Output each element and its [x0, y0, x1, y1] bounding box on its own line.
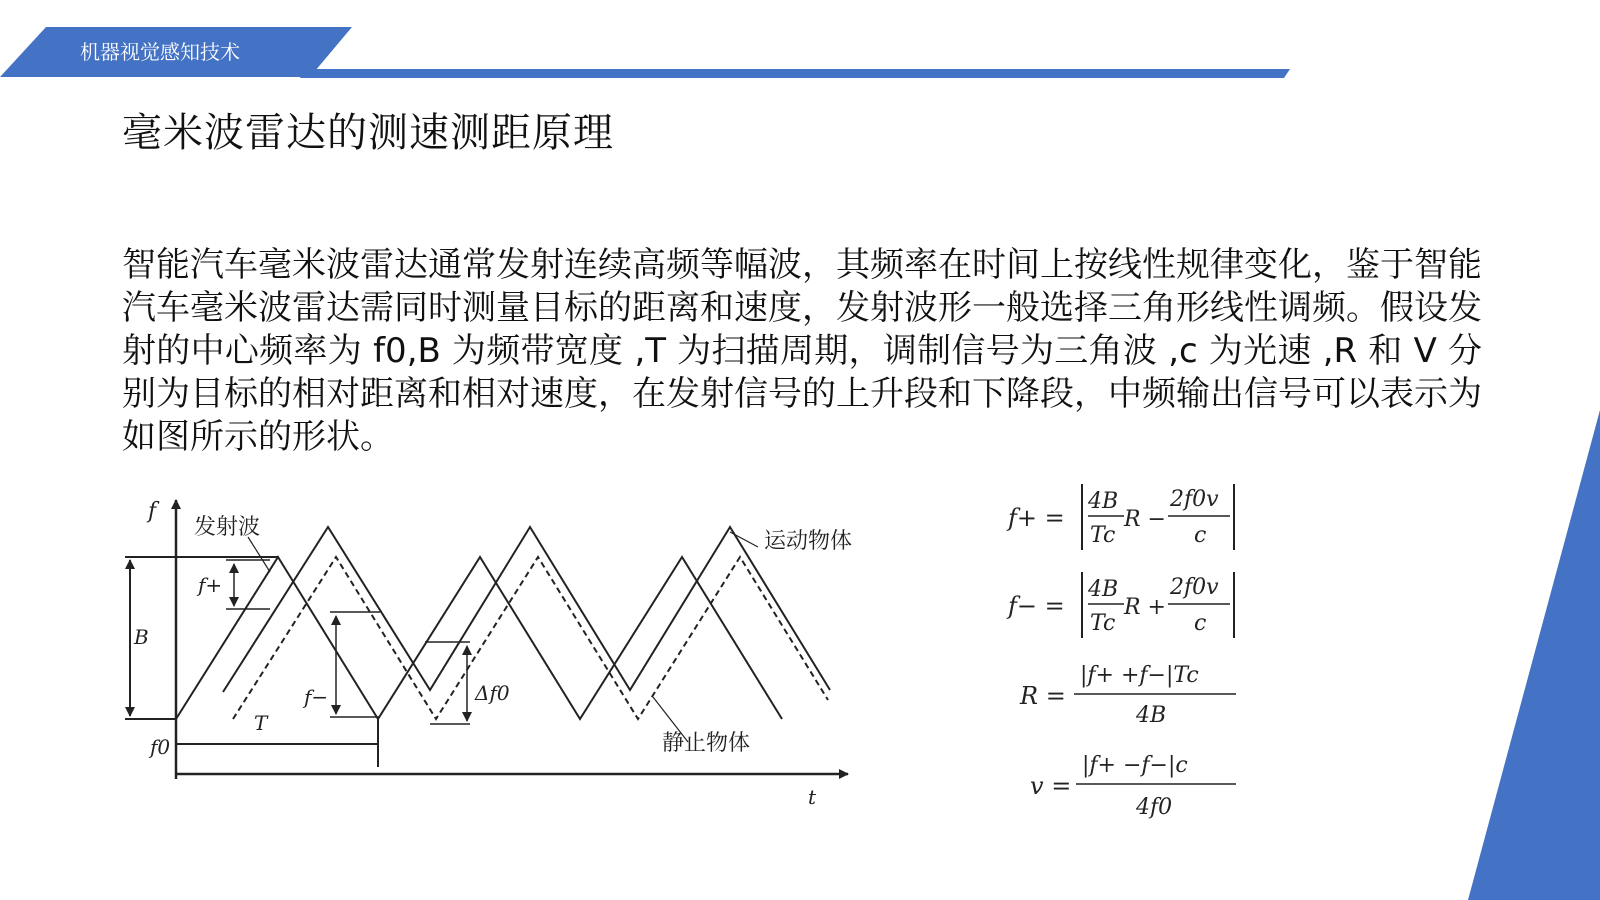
label-f: f: [148, 499, 157, 524]
svg-text:R −: R −: [1124, 507, 1166, 532]
formula-block: [1008, 478, 1260, 842]
svg-text:f+ =: f+ =: [1008, 504, 1065, 532]
label-B: B: [134, 625, 149, 649]
svg-text:|f+ +f−|Tc: |f+ +f−|Tc: [1080, 663, 1199, 688]
formula-diagram: [1008, 478, 1260, 838]
label-T: T: [254, 711, 268, 735]
header-title: 机器视觉感知技术: [80, 40, 240, 64]
svg-text:Tc: Tc: [1090, 611, 1116, 636]
svg-text:4B: 4B: [1136, 703, 1167, 728]
waveform-figure: [118, 492, 858, 826]
svg-text:4f0: 4f0: [1136, 795, 1173, 820]
moving-object-wave: [223, 527, 830, 692]
svg-text:2f0v: 2f0v: [1170, 575, 1219, 600]
svg-text:|f+ −f−|c: |f+ −f−|c: [1082, 753, 1188, 778]
label-fplus: f+: [198, 573, 223, 597]
header-rule: [300, 69, 1290, 78]
svg-text:R =: R =: [1020, 682, 1066, 710]
formula-f-plus: [1006, 484, 1234, 550]
slide-body: 智能汽车毫米波雷达通常发射连续高频等幅波，其频率在时间上按线性规律变化，鉴于智能汽车毫米波雷达需同时测量目标的距离和速度，发射波形一般选择三角形线性调频。假设发射的中心频率为 f0,B 为频带宽度 ,T 为扫描周期，调制信号为三角波 ,c 为光速 ,R 和 V 分别为目标的相对距离和相对速度，在发射信号的上升段和下降段，中频输出信号可以表示为如图所示的形状。: [122, 245, 1482, 457]
svg-text:f− =: f− =: [1008, 592, 1065, 620]
svg-text:2f0v: 2f0v: [1170, 487, 1219, 512]
svg-text:c: c: [1194, 523, 1207, 548]
svg-text:4B: 4B: [1088, 489, 1119, 514]
svg-text:Tc: Tc: [1090, 523, 1116, 548]
slide-title: 毫米波雷达的测速测距原理: [122, 110, 614, 156]
label-t: t: [808, 785, 817, 809]
formula-R: [1019, 663, 1236, 728]
svg-text:4B: 4B: [1088, 577, 1119, 602]
label-delta-f0: Δf0: [475, 681, 510, 705]
formula-f-minus: [1006, 572, 1234, 638]
label-fminus: f−: [304, 685, 329, 709]
label-transmit: 发射波: [194, 515, 261, 540]
label-moving: 运动物体: [764, 529, 853, 554]
decorative-triangle: [1468, 410, 1600, 900]
svg-text:c: c: [1194, 611, 1207, 636]
formula-v: [1030, 753, 1236, 820]
waveform-diagram: [118, 492, 858, 822]
label-static: 静止物体: [662, 731, 751, 756]
svg-text:R +: R +: [1124, 595, 1166, 620]
svg-text:v =: v =: [1030, 772, 1072, 800]
label-f0: f0: [150, 735, 171, 759]
